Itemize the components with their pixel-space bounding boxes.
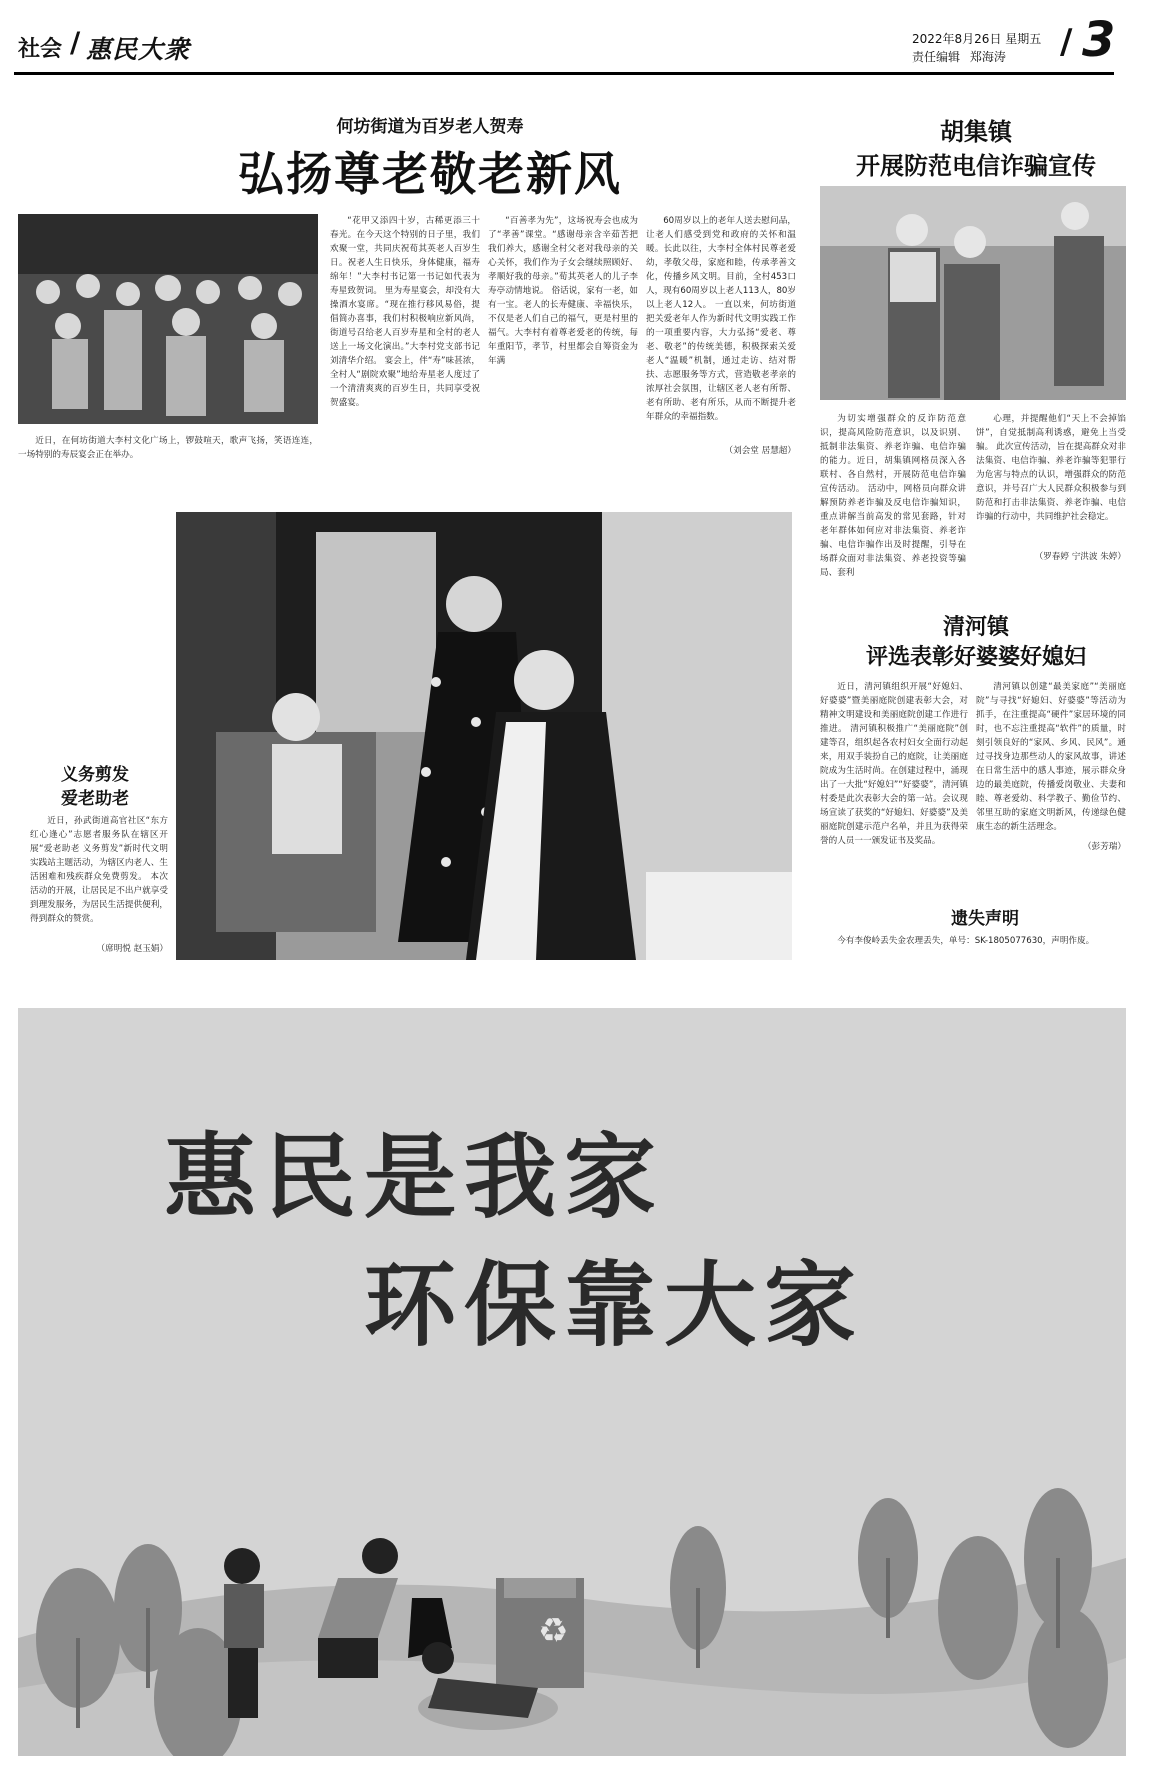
notice-body: 今有李俊岭丢失金农理丢失，单号：SK-1805077630，声明作废。 [837, 936, 1095, 946]
masthead-slash-left: / [70, 26, 81, 59]
notice-title: 遗失声明 [951, 909, 1019, 929]
haircut-photo-graphic [176, 512, 792, 960]
environment-poster [18, 1008, 1126, 1756]
lead-caption: 近日，在何坊街道大李村文化广场上，锣鼓喧天，歌声飞扬，笑语连连，一场特别的寿辰宴会正在举办。 [18, 436, 318, 460]
poster-slogan-2: 环保靠大家 [364, 1251, 865, 1359]
poster-slogan-1: 惠民是我家 [164, 1123, 665, 1231]
lead-byline: （刘会堂 居慧超） [724, 446, 796, 456]
section-label: 社会 [18, 36, 63, 62]
hujizhen-title-1: 胡集镇 [940, 117, 1012, 146]
qinghezhen-col-2: 清河镇以创建“最美家庭”“美丽庭院”与寻找“好媳妇、好婆婆”等活动为抓手，在注重提高“硬件”家居环境的同时，也不忘注重提高“软件”的质量，时刻引领良好的“家风、乡风、民风”。通过寻找身边那些动人的家风故事，讲述在日常生活中的感人事迹，展示群众身边的最美庭院，传播爱岗敬业、夫妻和睦、尊老爱幼、科学教子、勤俭节约、邻里互助的家庭文明新风，传递绿色健康生态的新生活理念。 [976, 682, 1126, 832]
haircut-photo [176, 512, 792, 960]
qinghezhen-col-1: 近日，清河镇组织开展“好媳妇、好婆婆”暨美丽庭院创建表彰大会，对精神文明建设和美丽庭院创建工作进行推进。 清河镇积极推广“美丽庭院”创建等召，组织起各农村妇女全面行动起来，用双手装扮自己的庭院，让美丽庭院成为生活时尚。在创建过程中，涌现出了一大批“好媳妇”“好婆婆”，清河镇村委是此次表彰大会的第一站。会议现场宣读了获奖的“好媳妇、好婆婆”及美丽庭院创建示范户名单，并且为获得荣誉的人员一一颁发证书及奖品。 [820, 682, 968, 846]
qinghezhen-title-1: 清河镇 [942, 614, 1009, 640]
yiwu-body: 近日，孙武街道高官社区“东方红心逢心”志愿者服务队在辖区开展“爱老助老 义务剪发”新时代文明实践站主题活动，为辖区内老人、生活困难和残疾群众免费剪发。 本次活动的开展，让居民足不出户就享受到理发服务，为居民生活提供便利，得到群众的赞赏。 [30, 816, 168, 924]
yiwu-title-2: 爱老助老 [61, 789, 129, 809]
lead-col-3: 60周岁以上的老年人送去慰问品，让老人们感受到党和政府的关怀和温暖。长此以往，大李村全体村民尊老爱幼，孝敬父母，家庭和睦，传承孝善文化，传播乡风文明。目前，全村453口人，现有60周岁以上老人113人，80岁以上老人12人。 一直以来，何坊街道把关爱老年人作为新时代文明实践工作的一项重要内容，大力弘扬“爱老、尊老、敬老”的传统美德，积极探索关爱老人“温暖”机制，通过走访、结对帮扶、志愿服务等方式，营造敬老孝亲的浓厚社会氛围，让辖区老人老有所帮、老有所助、老有所乐，从而不断提升老年群众的幸福指数。 [646, 216, 796, 422]
yiwu-title-1: 义务剪发 [61, 765, 129, 785]
lead-photo [18, 214, 318, 424]
editor-line [912, 48, 1006, 65]
masthead-slash-right: / [1060, 22, 1073, 62]
editor-name: 郑海涛 [969, 50, 1006, 64]
lead-photo-graphic [18, 214, 318, 424]
lead-kicker: 何坊街道为百岁老人贺寿 [336, 117, 524, 137]
editor-label: 责任编辑 [912, 50, 961, 64]
qinghezhen-title-2: 评选表彰好婆婆好媳妇 [865, 644, 1086, 670]
hujizhen-col-2: 心理，并提醒他们“天上不会掉馅饼”，自觉抵制高利诱惑，避免上当受骗。 此次宣传活动，旨在提高群众对非法集资、电信诈骗、养老诈骗等犯罪行为危害与特点的认识，增强群众的防范意识，并号召广大人民群众积极参与到防范和打击非法集资、养老诈骗、电信诈骗的行动中，共同维护社会稳定。 [976, 414, 1126, 522]
qinghezhen-byline: （彭芳瑞） [1083, 842, 1126, 852]
column-logo: 惠民大衆 [86, 35, 191, 64]
hujizhen-photo-graphic [820, 186, 1126, 400]
lead-title: 弘扬尊老敬老新风 [238, 147, 622, 201]
hujizhen-photo [820, 186, 1126, 400]
lead-col-1: “花甲又添四十岁，古稀更添三十春光。在今天这个特别的日子里，我们欢聚一堂，共同庆祝荀其英老人百岁生日。祝老人生日快乐，身体健康，福寿绵年！”大李村书记第一书记如代表为寿星致贺词。 里为寿星宴会，却没有大操酒水宴席。“现在推行移风易俗，提倡简办喜事，我们村积极响应新风尚，街道号召给老人百岁寿星和全村的老人送上一场文化演出。”大李村党支部书记刘清华介绍。 宴会上，伴“寿”味甚浓，全村人“剧院欢聚”地给寿星老人度过了一个清清爽爽的百岁生日，共同享受祝贺盛宴。 [330, 216, 480, 408]
masthead-rule [14, 72, 1114, 75]
hujizhen-col-1: 为切实增强群众的反诈防范意识，提高风险防范意识，以及识别、抵制非法集资、养老诈骗、电信诈骗的能力。近日，胡集镇网格员深入各联村、各自然村，开展防范电信诈骗宣传活动。 活动中，网格员向群众讲解预防养老诈骗及反电信诈骗知识，重点讲解当前高发的常见套路，针对老年群体如何应对非法集资、养老诈骗、电信诈骗作出及时提醒，引导在场群众面对非法集资、养老投资等骗局、套利 [820, 414, 966, 578]
issue-date: 2022年8月26日 星期五 [912, 32, 1042, 46]
lead-col-2: “百善孝为先”，这场祝寿会也成为了“孝善”课堂。“感谢母亲含辛茹苦把我们养大，感谢全村父老对我母亲的关心关怀，我们作为子女会继续照顾好、孝顺好我的母亲。”荀其英老人的儿子李寿亭动情地说。 俗话说，家有一老，如有一宝。老人的长寿健康、幸福快乐，不仅是老人们自己的福气，更是村里的福气。大李村有着尊老爱老的传统，每年重阳节，孝节，村里都会自筹资金为年满 [488, 216, 638, 366]
poster-landscape [18, 1308, 1126, 1756]
recycle-icon: ♻ [538, 1611, 569, 1651]
hujizhen-byline: （罗春婷 宁洪波 朱婷） [1034, 552, 1126, 562]
masthead [14, 12, 1144, 78]
yiwu-byline: （席明悦 赵玉娟） [96, 944, 168, 954]
hujizhen-title-2: 开展防范电信诈骗宣传 [856, 151, 1096, 180]
page-number: 3 [1082, 12, 1116, 68]
